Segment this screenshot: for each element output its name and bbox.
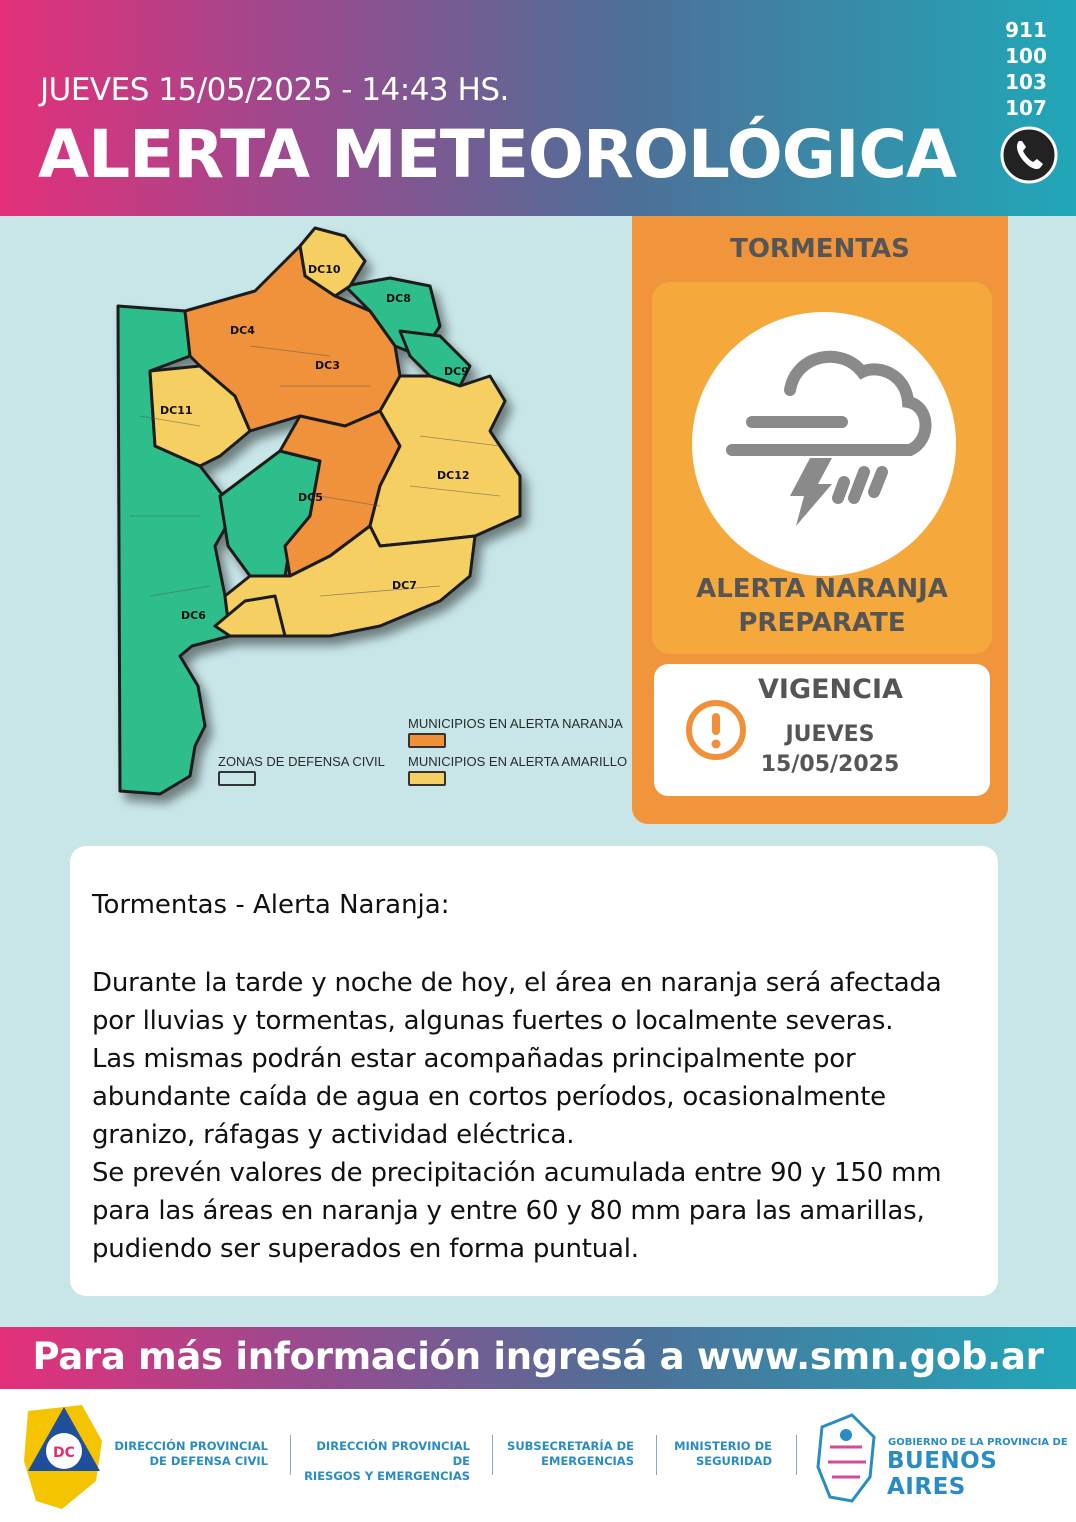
page-title: ALERTA METEOROLÓGICA: [38, 116, 956, 193]
legend-zones: [218, 754, 385, 769]
zone-label: DC11: [160, 404, 193, 417]
org-line: SEGURIDAD: [695, 1454, 772, 1468]
emergency-phones: [1004, 17, 1048, 121]
org-line: MINISTERIO DE: [674, 1439, 772, 1453]
hazard-title: TORMENTAS: [730, 234, 910, 264]
description-line: abundante caída de agua en cortos períodos, ocasionalmente: [92, 1082, 886, 1112]
org-line: DIRECCIÓN PROVINCIAL: [114, 1439, 268, 1453]
zone-label: DC9: [444, 365, 469, 378]
gov-label-small: GOBIERNO DE LA PROVINCIA DE: [888, 1437, 1068, 1448]
alert-level-panel: [652, 282, 992, 654]
divider: [290, 1435, 291, 1475]
defensa-civil-logo: [22, 1401, 106, 1511]
province-map: [0, 216, 630, 826]
description-line: Las mismas podrán estar acompañadas principalmente por: [92, 1044, 856, 1074]
description-box: [70, 846, 998, 1296]
yellow-zone: [370, 376, 520, 546]
legend-label: MUNICIPIOS EN ALERTA NARANJA: [408, 716, 623, 731]
org-line: RIESGOS Y EMERGENCIAS: [304, 1469, 470, 1483]
validity-date: [754, 720, 906, 780]
description-heading: Tormentas - Alerta Naranja:: [92, 890, 450, 920]
gov-label-big: BUENOS AIRES: [887, 1448, 998, 1500]
zone-label: DC10: [308, 263, 341, 276]
phone-number[interactable]: 911: [1005, 18, 1047, 42]
description-line: por lluvias y tormentas, algunas fuertes o localmente severas.: [92, 1006, 894, 1036]
org-line: DIRECCIÓN PROVINCIAL DE: [316, 1439, 470, 1468]
alert-level-title: ALERTA NARANJA: [696, 574, 948, 604]
divider: [796, 1435, 797, 1475]
phone-number[interactable]: 107: [1005, 96, 1047, 120]
icon-circle: [692, 312, 956, 576]
orange-swatch: [408, 733, 446, 748]
legend-label: MUNICIPIOS EN ALERTA AMARILLO: [408, 754, 628, 769]
zone-label: DC5: [298, 491, 323, 504]
org-line: EMERGENCIAS: [541, 1454, 634, 1468]
buenos-aires-emblem: [812, 1407, 882, 1505]
header: [0, 0, 1076, 216]
footer: [0, 1389, 1076, 1522]
divider: [656, 1435, 657, 1475]
exclamation-icon: [684, 698, 748, 762]
info-banner: [0, 1327, 1076, 1389]
storm-cloud-icon: [692, 312, 956, 576]
dc-logo-text: DC: [53, 1445, 75, 1461]
alert-level: [652, 572, 992, 640]
zone-label: DC3: [315, 359, 340, 372]
alert-date: JUEVES 15/05/2025 - 14:43 HS.: [40, 72, 509, 108]
validity-day: JUEVES: [785, 722, 875, 747]
zone-border-swatch: [218, 771, 256, 786]
zone-label: DC7: [392, 579, 417, 592]
info-link[interactable]: Para más información ingresá a www.smn.gob.ar: [32, 1335, 1044, 1378]
legend-label: ZONAS DE DEFENSA CIVIL: [218, 754, 385, 769]
org-line: SUBSECRETARÍA DE: [507, 1439, 634, 1453]
org-subsecretaria: [500, 1439, 634, 1469]
org-ministerio: [662, 1439, 772, 1469]
legend-yellow: [408, 754, 627, 769]
zone-label: DC6: [181, 609, 206, 622]
legend-orange: [408, 716, 623, 731]
description-line: pudiendo ser superados en forma puntual.: [92, 1234, 639, 1264]
org-defensa-civil: [110, 1439, 268, 1469]
phone-icon: [1000, 126, 1058, 184]
description-line: granizo, ráfagas y actividad eléctrica.: [92, 1120, 575, 1150]
phone-number[interactable]: 100: [1005, 44, 1047, 68]
validity-title: VIGENCIA: [758, 674, 903, 705]
zone-label: DC12: [437, 469, 470, 482]
validity-date-value: 15/05/2025: [760, 752, 900, 777]
org-line: DE DEFENSA CIVIL: [149, 1454, 268, 1468]
zone-label: DC8: [386, 292, 411, 305]
alert-map: [0, 216, 630, 826]
zone-label: DC4: [230, 324, 255, 337]
description-line: para las áreas en naranja y entre 60 y 80 mm para las amarillas,: [92, 1196, 925, 1226]
yellow-swatch: [408, 771, 446, 786]
org-riesgos: [300, 1439, 470, 1484]
divider: [492, 1435, 493, 1475]
alert-level-action: PREPARATE: [738, 608, 906, 638]
validity-box: [654, 664, 990, 796]
description-line: Se prevén valores de precipitación acumulada entre 90 y 150 mm: [92, 1158, 942, 1188]
description-body: [92, 964, 982, 1268]
alert-card: [632, 216, 1008, 824]
phone-number[interactable]: 103: [1005, 70, 1047, 94]
description-line: Durante la tarde y noche de hoy, el área en naranja será afectada: [92, 968, 942, 998]
